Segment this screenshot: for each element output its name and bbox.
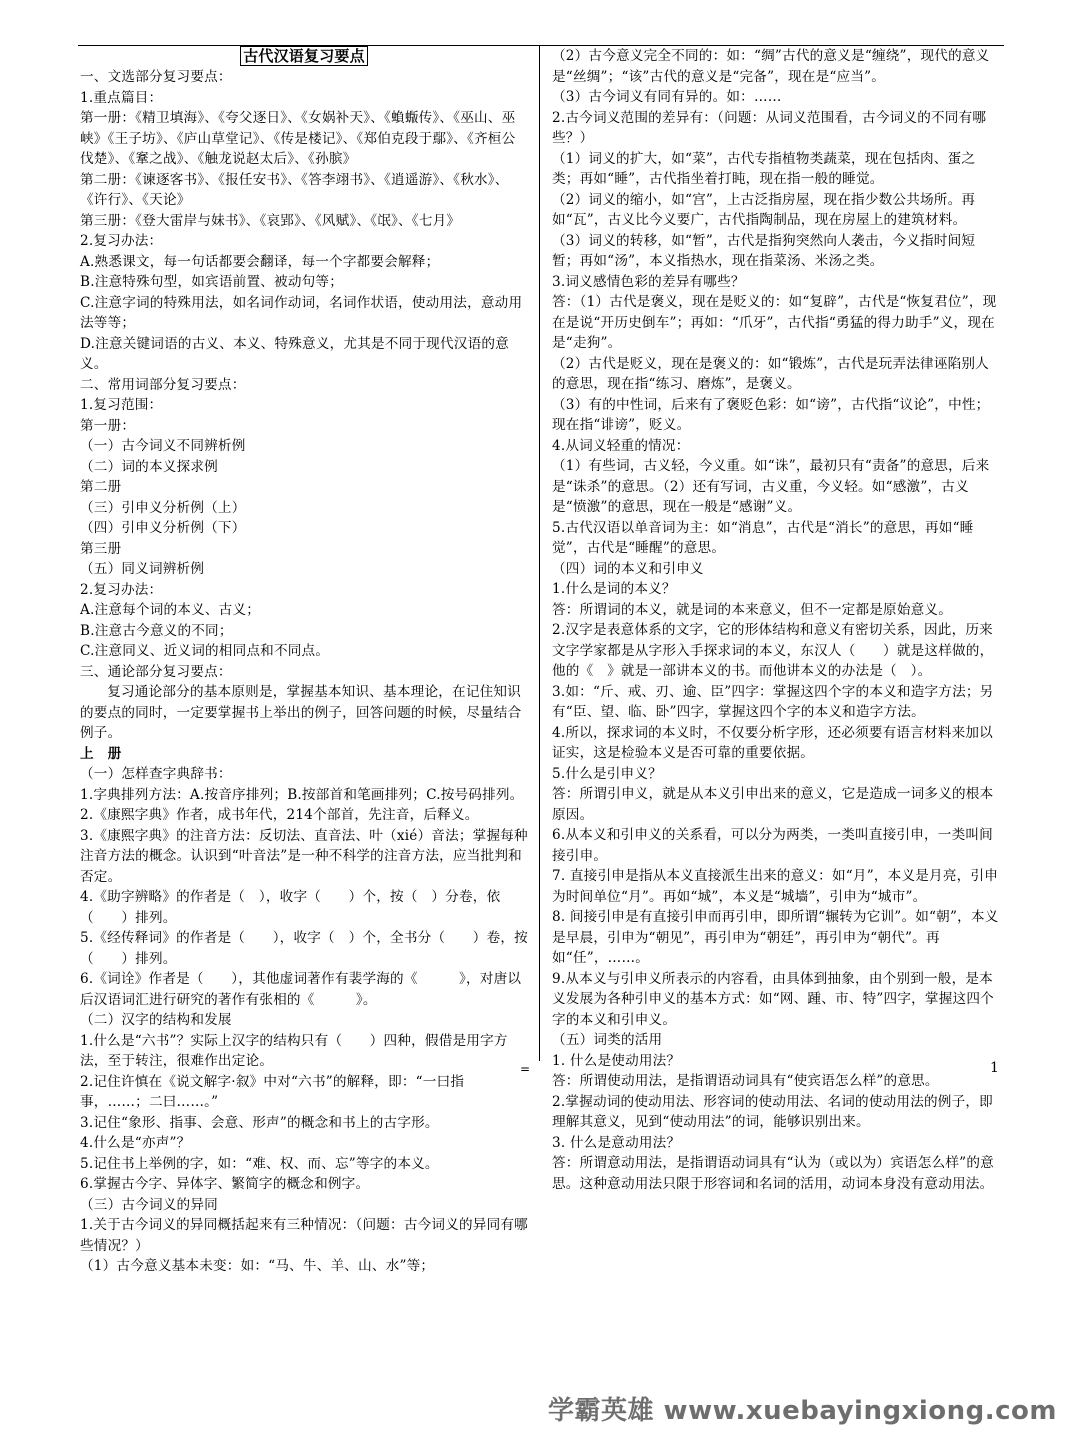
text-line: 3.词义感情色彩的差异有哪些？ bbox=[552, 273, 745, 290]
footer-mark: = bbox=[520, 1062, 531, 1076]
text-line: 2.古今词义范围的差异有：（问题：从词义范围看，古今词义的不同有哪些？） bbox=[552, 109, 987, 146]
text-line: 6.《词诠》作者是（ ），其他虚词著作有裴学海的《 》，对唐以后汉语词汇进行研究的著作有张相的《 》。 bbox=[80, 971, 522, 1008]
text-line: A.注意每个词的本义、古义； bbox=[80, 602, 261, 618]
text-line: 第三册：《登大雷岸与妹书》、《哀郢》、《风赋》、《氓》、《七月》 bbox=[80, 212, 461, 229]
text-line: 一、文选部分复习要点： bbox=[80, 69, 232, 85]
text-line: （二）词的本义探求例 bbox=[80, 458, 218, 475]
text-line: （3）古今词义有同有异的。如：…… bbox=[552, 89, 782, 105]
text-line: 第二册：《谏逐客书》、《报任安书》、《答李翊书》、《逍遥游》、《秋水》、《许行》、《天论》 bbox=[80, 171, 509, 208]
text-line: C.注意同义、近义词的相同点和不同点。 bbox=[80, 643, 330, 659]
text-line: （四）词的本义和引申义 bbox=[552, 560, 704, 577]
text-line: 9.从本义与引申义所表示的内容看，由具体到抽象，由个别到一般，是本义发展为各种引申义的基本方式：如“网、踵、市、特”四字，掌握这四个字的本义和引申义。 bbox=[552, 970, 994, 1028]
text-line: （2）古今意义完全不同的：如：“绸”古代的意义是“缠绕”，现代的意义是“丝绸”；“该”古代的意义是“完备”，现在是“应当”。 bbox=[552, 48, 990, 85]
text-line: 2.汉字是表意体系的文字，它的形体结构和意义有密切关系，因此，历来文字学家都是从字形入手探求词的本义，东汉人（ ）就是这样做的，他的《 》就是一部讲本义的书。而他讲本义的办法是（ ）。 bbox=[552, 622, 994, 679]
text-line: 1. 什么是使动用法？ bbox=[552, 1052, 681, 1069]
text-line: 1.字典排列方法：A.按音序排列；B.按部首和笔画排列；C.按号码排列。 bbox=[80, 786, 524, 803]
text-line: B.注意特殊句型，如宾语前置、被动句等； bbox=[80, 274, 343, 290]
text-line: 3.如：“斤、戒、刃、逾、臣”四字：掌握这四个字的本义和造字方法；另有“臣、望、临、卧”四字，掌握这四个字的本义和造字方法。 bbox=[552, 683, 994, 720]
page-number: 1 bbox=[990, 1060, 999, 1076]
text-line: （1）古今意义基本未变：如：“马、牛、羊、山、水”等； bbox=[80, 1258, 435, 1274]
text-line: （2）古代是贬义，现在是褒义的：如“锻炼”，古代是玩弄法律诬陷别人的意思，现在指“练习、磨炼”，是褒义。 bbox=[552, 355, 989, 392]
text-line: 3. 什么是意动用法？ bbox=[552, 1134, 681, 1151]
text-line: （三）引申义分析例（上） bbox=[80, 499, 246, 516]
text-line: 2.复习办法： bbox=[80, 581, 163, 598]
left-column bbox=[80, 46, 531, 1277]
text-line: 2.记住许慎在《说文解字·叙》中对“六书”的解释，即：“一曰指事，……；二曰……。” bbox=[80, 1073, 465, 1110]
text-line: B.注意古今意义的不同； bbox=[80, 622, 233, 639]
text-line: 7. 直接引申是指从本义直接派生出来的意义：如“月”，本义是月亮，引申为时间单位“月”。再如“城”，本义是“城墙”，引申为“城市”。 bbox=[552, 868, 999, 905]
text-line: （3）词义的转移，如“暂”，古代是指狗突然向人袭击，今义指时间短暂；再如“汤”，本义指热水，现在指菜汤、米汤之类。 bbox=[552, 232, 976, 269]
text-line: （五）词类的活用 bbox=[552, 1032, 663, 1048]
text-line: 第二册 bbox=[80, 479, 122, 495]
text-line: 6.掌握古今字、异体字、繁简字的概念和例字。 bbox=[80, 1176, 370, 1192]
text-line: 二、常用词部分复习要点： bbox=[80, 376, 246, 393]
text-line: 答：所谓词的本义，就是词的本来意义，但不一定都是原始意义。 bbox=[552, 601, 953, 618]
text-line: A.熟悉课文，每一句话都要会翻译，每一个字都要会解释； bbox=[80, 253, 440, 270]
text-line: D.注意关键词语的古义、本义、特殊意义，尤其是不同于现代汉语的意义。 bbox=[80, 335, 509, 372]
text-line: 1.什么是“六书”？实际上汉字的结构只有（ ）四种，假借是用字方法，至于转注，很难作出定论。 bbox=[80, 1032, 508, 1069]
text-line: 4.所以，探求词的本义时，不仅要分析字形，还必须要有语言材料来加以证实，这是检验本义是否可靠的重要依据。 bbox=[552, 724, 993, 761]
text-line: 1.什么是词的本义？ bbox=[552, 581, 676, 597]
column-divider bbox=[539, 45, 540, 1061]
left-body bbox=[80, 67, 531, 1277]
text-line: 答：所谓意动用法，是指谓语动词具有“认为（或以为）宾语怎么样”的意思。这种意动用法只限于形容词和名词的活用，动词本身没有意动用法。 bbox=[552, 1155, 994, 1192]
text-line: 1.关于古今词义的异同概括起来有三种情况：（问题：古今词义的异同有哪些情况？） bbox=[80, 1217, 528, 1254]
text-line: 4.《助字辨略》的作者是（ ），收字（ ）个，按（ ）分卷，依（ ）排列。 bbox=[80, 889, 501, 926]
text-line: 5.古代汉语以单音词为主：如“消息”，古代是“消长”的意思，再如“睡觉”，古代是“睡醒”的意思。 bbox=[552, 519, 974, 556]
text-line: （四）引申义分析例（下） bbox=[80, 520, 246, 536]
text-line: 4.什么是“亦声”？ bbox=[80, 1135, 191, 1151]
text-line: 答：（1）古代是褒义，现在是贬义的：如“复辟”，古代是“恢复君位”，现在是说“开历史倒车”；再如：“爪牙”，古代指“勇猛的得力助手”义，现在是“走狗”。 bbox=[552, 294, 997, 351]
text-line: 5.什么是引申义？ bbox=[552, 765, 662, 782]
text-line: 5.记住书上举例的字，如：“难、权、而、忘”等字的本义。 bbox=[80, 1155, 439, 1172]
text-line: （2）词义的缩小，如“宫”，上古泛指房屋，现在指少数公共场所。再如“瓦”，古义比今义要广，古代指陶制品，现在房屋上的建筑材料。 bbox=[552, 191, 976, 228]
text-line: 答：所谓使动用法，是指谓语动词具有“使宾语怎么样”的意思。 bbox=[552, 1073, 939, 1089]
text-line: C.注意字词的特殊用法，如名词作动词，名词作状语，使动用法，意动用法等等； bbox=[80, 294, 523, 331]
watermark: 学霸英雄 www.xuebayingxiong.com bbox=[548, 1396, 1057, 1426]
text-line: 6.从本义和引申义的关系看，可以分为两类，一类叫直接引申，一类叫间接引申。 bbox=[552, 827, 993, 864]
text-line: 第一册：《精卫填海》、《夸父逐日》、《女娲补天》、《蝜蝂传》、《巫山、巫峡》《王子坊》、《庐山草堂记》、《传是楼记》、《郑伯克段于鄢》、《齐桓公伐楚》、《鞌之战》、《触龙说赵太后》、《孙膑》 bbox=[80, 110, 516, 167]
text-line: （3）有的中性词，后来有了褒贬色彩：如“谤”，古代指“议论”，中性；现在指“诽谤”，贬义。 bbox=[552, 396, 990, 433]
text-line: （五）同义词辨析例 bbox=[80, 561, 205, 577]
text-line: 3.《康熙字典》的注音方法：反切法、直音法、叶（xié）音法；掌握每种注音方法的概念。认识到“叶音法”是一种不科学的注音方法，应当批判和否定。 bbox=[80, 827, 528, 885]
text-line: 2.复习办法： bbox=[80, 233, 163, 249]
text-line: 8. 间接引申是有直接引申而再引申，即所谓“辗转为它训”。如“朝”，本义是早晨，引申为“朝见”，再引申为“朝廷”，再引申为“朝代”。再如“任”，……。 bbox=[552, 909, 999, 966]
text-line: 3.记住“象形、指事、会意、形声”的概念和书上的古字形。 bbox=[80, 1114, 439, 1131]
text-line: 1.复习范围： bbox=[80, 397, 163, 413]
text-line: （三）古今词义的异同 bbox=[80, 1196, 218, 1213]
right-column bbox=[552, 46, 1002, 1194]
right-body bbox=[552, 46, 1002, 1194]
text-line: 第一册： bbox=[80, 417, 136, 434]
text-line: （一）怎样查字典辞书： bbox=[80, 766, 232, 782]
text-line: 第三册 bbox=[80, 540, 122, 557]
text-line: 4.从词义轻重的情况： bbox=[552, 437, 690, 454]
text-line: 答：所谓引申义，就是从本义引申出来的意义，它是造成一词多义的根本原因。 bbox=[552, 786, 994, 823]
title-text: 古代汉语复习要点 bbox=[240, 46, 368, 66]
text-line: （一）古今词义不同辨析例 bbox=[80, 438, 246, 454]
text-line: 三、通论部分复习要点： bbox=[80, 663, 232, 680]
text-line: （二）汉字的结构和发展 bbox=[80, 1012, 232, 1028]
text-line: （1）有些词，古义轻，今义重。如“诛”，最初只有“责备”的意思，后来是“诛杀”的意思。（2）还有写词，古义重，今义轻。如“感激”，古义是“愤激”的意思，现在一般是“感谢”义。 bbox=[552, 458, 990, 515]
text-line: 复习通论部分的基本原则是，掌握基本知识、基本理论，在记住知识的要点的同时，一定要掌握书上举出的例子，回答问题的时候，尽量结合例子。 bbox=[80, 684, 522, 741]
text-line: 上 册 bbox=[80, 745, 122, 762]
text-line: （1）词义的扩大，如“菜”，古代专指植物类蔬菜，现在包括肉、蛋之类；再如“睡”，古代指坐着打盹，现在指一般的睡觉。 bbox=[552, 150, 976, 187]
text-line: 1.重点篇目： bbox=[80, 89, 163, 106]
text-line: 5.《经传释词》的作者是（ ），收字（ ）个，全书分（ ）卷，按（ ）排列。 bbox=[80, 930, 528, 967]
page-title bbox=[80, 46, 528, 66]
text-line: 2.《康熙字典》作者，成书年代，214个部首，先注音，后释义。 bbox=[80, 807, 479, 823]
text-line: 2.掌握动词的使动用法、形容词的使动用法、名词的使动用法的例子，即理解其意义，见到“使动用法”的词，能够识别出来。 bbox=[552, 1093, 993, 1130]
